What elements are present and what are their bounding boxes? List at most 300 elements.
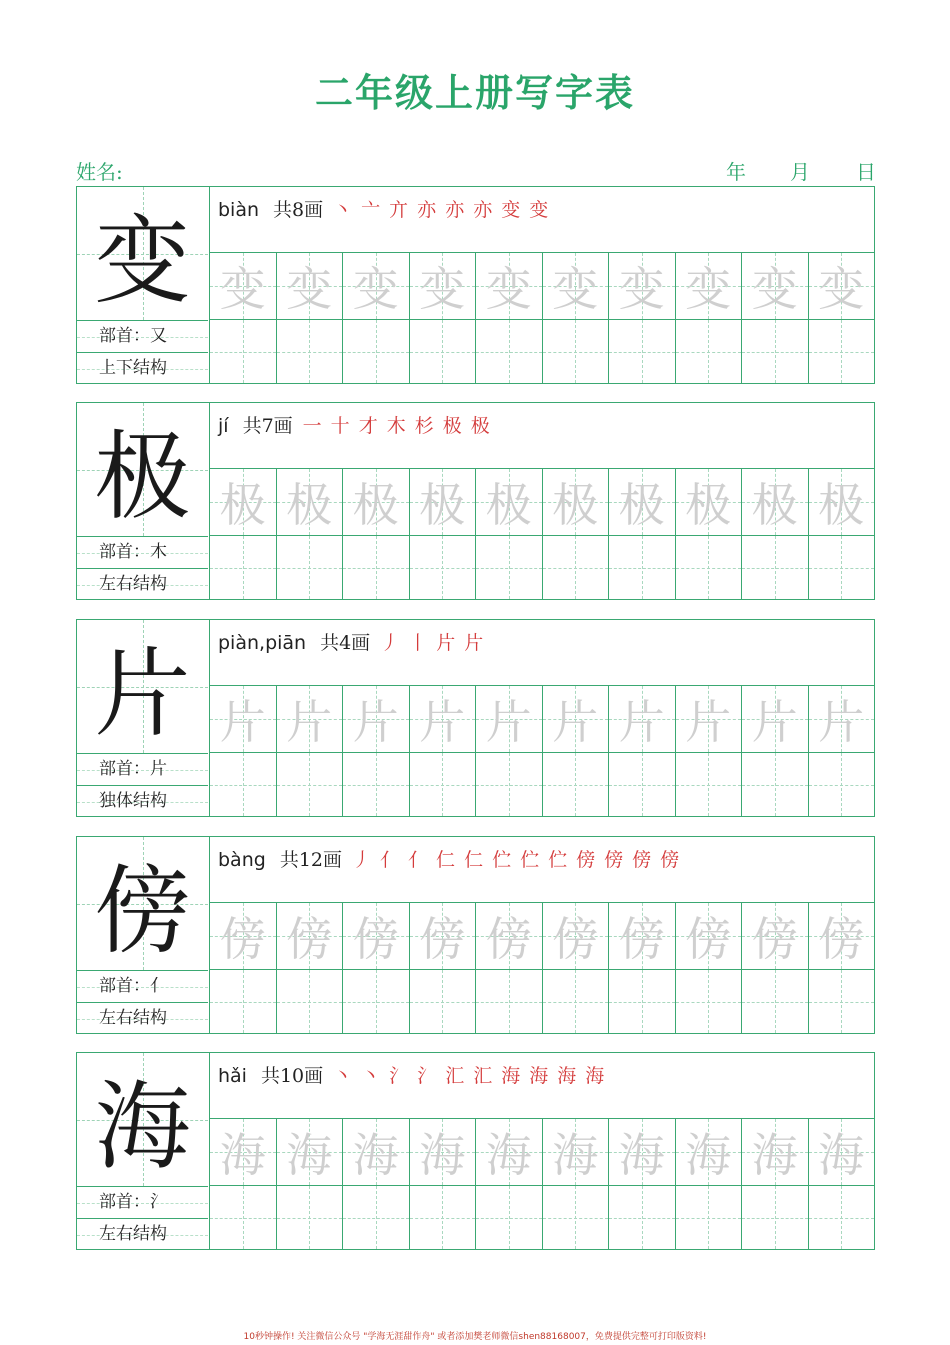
structure-label [77,1002,208,1034]
stroke-step-glyph: 汇 [445,1065,465,1087]
practice-cell [475,320,542,383]
stroke-step [473,1065,492,1087]
model-character-text: 海 [94,1071,191,1183]
trace-cell [210,686,276,752]
trace-cell [542,253,609,319]
practice-cell [409,536,476,599]
practice-cell [542,536,609,599]
trace-cell [608,253,675,319]
practice-cell [741,1186,808,1249]
stroke-step-glyph: 才 [358,415,378,437]
stroke-step [464,849,483,871]
stroke-step [557,1065,576,1087]
trace-character: 海 [419,1128,466,1182]
practice-cell [542,753,609,816]
trace-character: 变 [552,262,599,316]
practice-cell [675,1186,742,1249]
trace-character: 海 [352,1128,399,1182]
practice-cell [342,536,409,599]
trace-character: 极 [485,478,532,532]
stroke-count: 共8画 [273,199,324,221]
stroke-step [389,1065,408,1087]
model-character [77,403,208,536]
practice-cell [741,320,808,383]
stroke-order-row [210,837,874,903]
stroke-step-glyph: 海 [557,1065,577,1087]
trace-row [210,903,874,970]
stroke-step-glyph: 伫 [520,849,540,871]
trace-cell [542,469,609,535]
practice-area [210,620,874,816]
trace-cell [210,903,276,969]
stroke-step [333,1065,352,1087]
pinyin-line [218,195,557,222]
stroke-step [380,849,399,871]
practice-cell [210,320,276,383]
stroke-step [417,199,436,221]
trace-cell [808,253,875,319]
radical-text: 部首：片 [99,759,167,779]
stroke-order-row [210,187,874,253]
trace-character: 傍 [751,912,798,966]
footer-note: 10秒钟操作! 关注微信公众号 "学海无涯甜作舟" 或者添加樊老师微信shen88168007，免费提供完整可打印版资料! [243,1332,707,1342]
name-label: 姓名: [76,160,123,184]
stroke-step-glyph: 丶 [333,1065,353,1087]
stroke-step-glyph: 片 [436,632,456,654]
practice-area [210,837,874,1033]
trace-character: 片 [485,695,532,749]
stroke-step [361,199,380,221]
pinyin: bàng [218,849,266,871]
trace-cell [808,1119,875,1185]
stroke-step [529,199,548,221]
stroke-step [529,1065,548,1087]
trace-cell [475,903,542,969]
trace-cell [409,253,476,319]
stroke-step-glyph: 亦 [473,199,493,221]
date-year-label: 年 [726,160,746,184]
model-character-text: 片 [94,638,191,750]
practice-cell [210,753,276,816]
trace-character: 片 [818,695,865,749]
date-month-label: 月 [790,160,810,184]
trace-character: 海 [618,1128,665,1182]
stroke-step-glyph: 极 [442,415,462,437]
stroke-step [303,415,322,437]
trace-cell [675,1119,742,1185]
pinyin: jí [218,415,229,437]
pinyin: biàn [218,199,260,221]
blank-practice-row [210,1186,874,1249]
stroke-step [408,849,427,871]
stroke-step-glyph: 海 [501,1065,521,1087]
stroke-step [361,1065,380,1087]
practice-cell [741,536,808,599]
practice-cell [475,970,542,1033]
stroke-step-glyph: 丨 [408,632,428,654]
practice-cell [608,1186,675,1249]
model-character [77,620,208,753]
date-day-label: 日 [856,160,876,184]
trace-character: 海 [818,1128,865,1182]
trace-character: 海 [751,1128,798,1182]
trace-cell [210,253,276,319]
practice-cell [210,970,276,1033]
practice-cell [675,970,742,1033]
trace-character: 片 [685,695,732,749]
stroke-step-glyph: 丶 [333,199,353,221]
trace-cell [608,1119,675,1185]
stroke-step [443,415,462,437]
stroke-step [331,415,350,437]
model-character-text: 变 [94,205,191,317]
practice-area [210,1053,874,1249]
trace-cell [741,253,808,319]
stroke-step-glyph: 海 [585,1065,605,1087]
stroke-step-glyph: 仁 [436,849,456,871]
character-info-column [77,837,210,1033]
trace-character: 海 [685,1128,732,1182]
radical-text: 部首：又 [99,326,167,346]
trace-character: 海 [485,1128,532,1182]
stroke-step-glyph: 亣 [389,199,409,221]
stroke-step [492,849,511,871]
practice-cell [675,320,742,383]
trace-character: 傍 [286,912,333,966]
trace-cell [741,903,808,969]
trace-row [210,686,874,753]
model-character [77,837,208,970]
practice-cell [741,970,808,1033]
trace-cell [342,686,409,752]
practice-cell [608,753,675,816]
trace-character: 傍 [685,912,732,966]
radical-label [77,1186,208,1218]
stroke-step-glyph: 亠 [361,199,381,221]
stroke-step [471,415,490,437]
blank-practice-row [210,536,874,599]
trace-character: 片 [419,695,466,749]
practice-cell [808,753,875,816]
stroke-step [333,199,352,221]
trace-character: 极 [352,478,399,532]
practice-cell [210,536,276,599]
stroke-step [445,1065,464,1087]
trace-character: 变 [219,262,266,316]
trace-character: 片 [352,695,399,749]
trace-cell [210,469,276,535]
practice-cell [276,753,343,816]
trace-cell [342,253,409,319]
structure-text: 左右结构 [99,1224,167,1244]
practice-cell [276,970,343,1033]
model-character [77,187,208,320]
trace-character: 海 [219,1128,266,1182]
practice-cell [808,320,875,383]
structure-text: 独体结构 [99,791,167,811]
stroke-step [576,849,595,871]
stroke-step-glyph: 傍 [660,849,680,871]
stroke-step [604,849,623,871]
trace-character: 片 [219,695,266,749]
trace-character: 变 [685,262,732,316]
stroke-count: 共10画 [260,1065,324,1087]
radical-text: 部首：亻 [99,976,167,996]
trace-cell [342,903,409,969]
stroke-step-glyph: 丿 [380,632,400,654]
trace-character: 傍 [352,912,399,966]
trace-character: 海 [552,1128,599,1182]
practice-cell [342,753,409,816]
practice-cell [210,1186,276,1249]
structure-label [77,568,208,600]
trace-character: 变 [419,262,466,316]
character-info-column [77,187,210,383]
stroke-step [501,199,520,221]
practice-cell [342,970,409,1033]
practice-cell [542,970,609,1033]
model-character [77,1053,208,1186]
pinyin: hǎi [218,1065,247,1087]
stroke-order-row [210,403,874,469]
trace-cell [675,903,742,969]
stroke-count: 共12画 [279,849,342,871]
practice-cell [608,970,675,1033]
pinyin: piàn,piān [218,632,307,654]
stroke-order-row [210,620,874,686]
practice-cell [475,753,542,816]
structure-label [77,1218,208,1250]
trace-character: 极 [618,478,665,532]
pinyin-line [218,628,492,655]
stroke-step [387,415,406,437]
blank-practice-row [210,320,874,383]
practice-cell [808,970,875,1033]
trace-character: 变 [485,262,532,316]
trace-character: 片 [552,695,599,749]
trace-cell [542,1119,609,1185]
radical-text: 部首：木 [99,542,167,562]
trace-character: 极 [751,478,798,532]
practice-area [210,187,874,383]
stroke-step-glyph: 傍 [604,849,624,871]
trace-cell [608,469,675,535]
trace-character: 傍 [419,912,466,966]
practice-cell [608,536,675,599]
stroke-step-glyph: 傍 [576,849,596,871]
character-block [76,402,875,600]
practice-cell [542,1186,609,1249]
trace-character: 片 [751,695,798,749]
trace-row [210,469,874,536]
stroke-step [415,415,434,437]
stroke-step-glyph: 木 [386,415,406,437]
radical-label [77,320,208,352]
pinyin-line [218,411,499,438]
stroke-step [548,849,567,871]
pinyin-line [218,845,688,872]
trace-cell [475,469,542,535]
practice-cell [342,320,409,383]
stroke-step [632,849,651,871]
model-character-text: 傍 [94,855,191,967]
stroke-step [408,632,427,654]
stroke-step-glyph: 海 [529,1065,549,1087]
trace-cell [542,686,609,752]
stroke-step [417,1065,436,1087]
stroke-step [464,632,483,654]
trace-cell [475,686,542,752]
blank-practice-row [210,970,874,1033]
character-block [76,619,875,817]
trace-character: 极 [818,478,865,532]
stroke-step-glyph: 极 [470,415,490,437]
trace-character: 极 [219,478,266,532]
trace-cell [608,686,675,752]
radical-label [77,753,208,785]
stroke-step [660,849,679,871]
trace-character: 傍 [485,912,532,966]
stroke-step [436,849,455,871]
practice-cell [276,1186,343,1249]
stroke-step-glyph: 氵 [417,1065,437,1087]
stroke-step [445,199,464,221]
stroke-step-glyph: 伫 [492,849,512,871]
structure-text: 左右结构 [99,574,167,594]
practice-cell [741,753,808,816]
stroke-order-row [210,1053,874,1119]
trace-character: 傍 [818,912,865,966]
blank-practice-row [210,753,874,816]
trace-character: 片 [618,695,665,749]
practice-area [210,403,874,599]
trace-cell [808,469,875,535]
trace-cell [409,686,476,752]
practice-cell [808,1186,875,1249]
trace-cell [741,686,808,752]
practice-cell [409,753,476,816]
structure-label [77,785,208,817]
practice-cell [675,536,742,599]
trace-character: 变 [618,262,665,316]
character-block [76,836,875,1034]
pinyin-line [218,1061,613,1088]
trace-character: 变 [818,262,865,316]
radical-label [77,970,208,1002]
stroke-step [389,199,408,221]
trace-cell [342,1119,409,1185]
stroke-step-glyph: 伫 [548,849,568,871]
stroke-step-glyph: 变 [501,199,521,221]
trace-cell [276,903,343,969]
trace-character: 变 [352,262,399,316]
trace-character: 傍 [552,912,599,966]
practice-cell [276,536,343,599]
trace-cell [675,469,742,535]
structure-text: 上下结构 [99,358,167,378]
trace-character: 极 [552,478,599,532]
stroke-count: 共7画 [242,415,293,437]
trace-cell [808,903,875,969]
model-character-text: 极 [94,421,191,533]
stroke-step-glyph: 变 [529,199,549,221]
practice-cell [608,320,675,383]
trace-cell [741,469,808,535]
character-info-column [77,403,210,599]
practice-cell [409,970,476,1033]
page-title: 二年级上册写字表 [314,71,635,115]
stroke-step-glyph: 片 [464,632,484,654]
character-info-column [77,620,210,816]
trace-cell [808,686,875,752]
practice-cell [808,536,875,599]
stroke-step-glyph: 汇 [473,1065,493,1087]
trace-cell [409,903,476,969]
trace-cell [276,1119,343,1185]
stroke-step [352,849,371,871]
trace-cell [342,469,409,535]
stroke-step [585,1065,604,1087]
trace-character: 极 [286,478,333,532]
practice-cell [342,1186,409,1249]
structure-text: 左右结构 [99,1008,167,1028]
stroke-step-glyph: 亦 [417,199,437,221]
trace-character: 傍 [219,912,266,966]
trace-cell [276,469,343,535]
practice-cell [475,536,542,599]
stroke-step-glyph: 仁 [464,849,484,871]
trace-cell [741,1119,808,1185]
stroke-step [359,415,378,437]
stroke-step-glyph: 杉 [414,415,434,437]
stroke-step-glyph: 亦 [445,199,465,221]
character-block [76,186,875,384]
radical-label [77,536,208,568]
trace-cell [608,903,675,969]
trace-character: 傍 [618,912,665,966]
stroke-step [473,199,492,221]
practice-cell [276,320,343,383]
stroke-step-glyph: 氵 [389,1065,409,1087]
practice-cell [409,320,476,383]
trace-cell [475,1119,542,1185]
trace-character: 极 [419,478,466,532]
practice-cell [542,320,609,383]
trace-character: 片 [286,695,333,749]
stroke-step-glyph: 丿 [352,849,372,871]
stroke-count: 共4画 [320,632,371,654]
character-block [76,1052,875,1250]
stroke-step-glyph: 傍 [632,849,652,871]
character-info-column [77,1053,210,1249]
practice-cell [475,1186,542,1249]
trace-character: 变 [286,262,333,316]
structure-label [77,352,208,384]
trace-cell [475,253,542,319]
trace-cell [542,903,609,969]
trace-character: 变 [751,262,798,316]
stroke-step [501,1065,520,1087]
trace-cell [210,1119,276,1185]
stroke-step-glyph: 十 [330,415,350,437]
radical-text: 部首：氵 [99,1192,167,1212]
trace-cell [409,469,476,535]
trace-row [210,1119,874,1186]
stroke-step-glyph: 丶 [361,1065,381,1087]
stroke-step-glyph: 亻 [408,849,428,871]
stroke-step [520,849,539,871]
stroke-step-glyph: 一 [302,415,322,437]
